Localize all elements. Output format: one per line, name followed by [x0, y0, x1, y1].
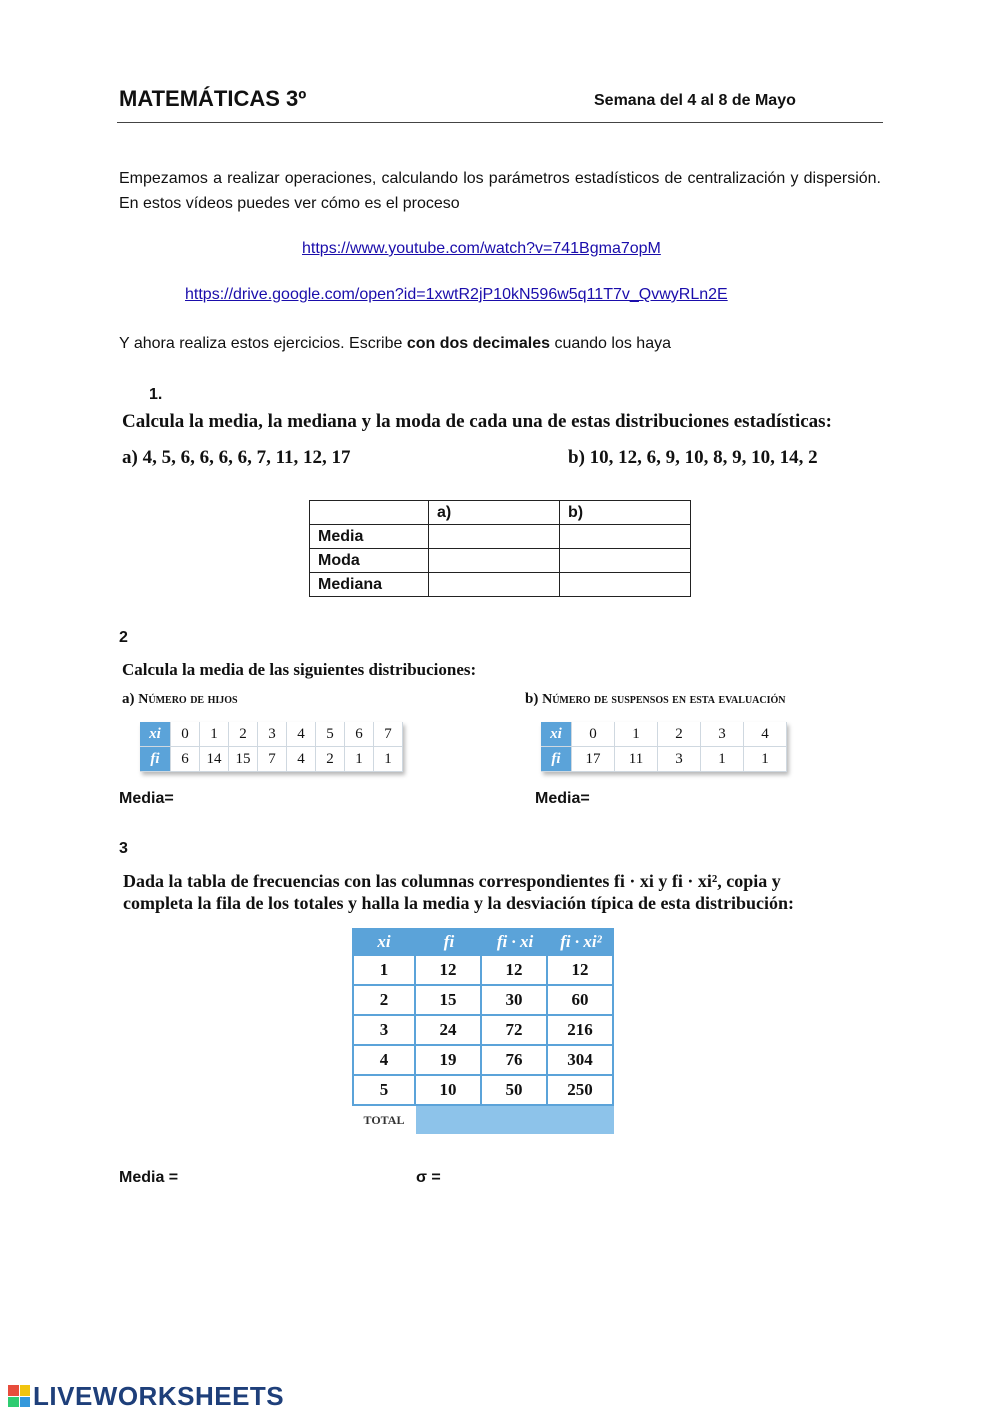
column-header-a: a) — [429, 501, 560, 525]
table-cell: 1 — [200, 722, 229, 747]
exercise-2b-label: Número de suspensos en esta evaluación — [542, 692, 786, 707]
media-b-input[interactable] — [568, 527, 682, 547]
instructions-prefix: Y ahora realiza estos ejercicios. Escribe — [119, 335, 407, 352]
table-cell: 1 — [744, 747, 787, 772]
table-cell: 3 — [352, 1016, 416, 1046]
sigma-label: σ = — [416, 1169, 441, 1186]
media-3-label: Media = — [119, 1169, 179, 1186]
table-cell: 2 — [352, 986, 416, 1016]
table-row — [310, 525, 691, 549]
table-cell: 50 — [482, 1076, 548, 1106]
column-header: fi — [416, 928, 482, 956]
table-cell: 17 — [572, 747, 615, 772]
table-cell: 4 — [287, 747, 316, 772]
exercise-2b-prefix: b) — [525, 691, 543, 707]
table-cell: 0 — [572, 722, 615, 747]
youtube-link[interactable]: https://www.youtube.com/watch?v=741Bgma7opM — [302, 240, 661, 257]
table-cell: 4 — [744, 722, 787, 747]
table-cell: 76 — [482, 1046, 548, 1076]
table-cell: 1 — [352, 956, 416, 986]
column-header: fi · xi² — [548, 928, 614, 956]
table-cell — [310, 501, 429, 525]
answer-cell — [429, 573, 560, 597]
row-label-media: Media — [310, 525, 429, 549]
total-fixi-input[interactable] — [482, 1110, 548, 1130]
instructions — [119, 335, 671, 353]
table-row — [352, 956, 614, 986]
exercise-2a-title — [122, 691, 238, 708]
table-row — [352, 1016, 614, 1046]
table-cell: 11 — [615, 747, 658, 772]
table-cell: 2 — [229, 722, 258, 747]
table-cell: 2 — [316, 747, 345, 772]
answer-cell — [560, 525, 691, 549]
liveworksheets-logo — [8, 1381, 284, 1411]
total-cell — [416, 1106, 482, 1134]
total-label: TOTAL — [363, 1112, 405, 1127]
table-cell: 60 — [548, 986, 614, 1016]
row-label-moda: Moda — [310, 549, 429, 573]
drive-link[interactable]: https://drive.google.com/open?id=1xwtR2jP10kN596w5q11T7v_QvwyRLn2E — [185, 286, 728, 303]
table-cell: 30 — [482, 986, 548, 1016]
table-row-total — [352, 1106, 614, 1134]
mediana-a-input[interactable] — [437, 575, 551, 595]
table-row — [541, 747, 787, 772]
total-cell — [482, 1106, 548, 1134]
table-cell: 24 — [416, 1016, 482, 1046]
table-row — [140, 722, 403, 747]
header-divider — [117, 122, 883, 123]
table-row — [352, 1076, 614, 1106]
frequency-table-b — [541, 722, 787, 772]
exercise-1-number: 1. — [149, 386, 163, 403]
logo-square — [8, 1397, 19, 1408]
logo-square — [20, 1397, 31, 1408]
table-row — [352, 986, 614, 1016]
exercise-2a-label: Número de hijos — [138, 692, 238, 707]
moda-b-input[interactable] — [568, 551, 682, 571]
exercise-3-number: 3 — [119, 840, 128, 857]
table-cell: 250 — [548, 1076, 614, 1106]
table-row — [541, 722, 787, 747]
fi-header: fi — [140, 747, 171, 772]
exercise-1-series-a: a) 4, 5, 6, 6, 6, 6, 7, 11, 12, 17 — [122, 447, 351, 468]
logo-square — [8, 1385, 19, 1396]
table-row — [310, 501, 691, 525]
table-cell: 4 — [352, 1046, 416, 1076]
table-cell: 12 — [416, 956, 482, 986]
page-title: MATEMÁTICAS 3º — [119, 86, 307, 111]
instructions-suffix: cuando los haya — [550, 335, 671, 352]
answer-cell — [429, 549, 560, 573]
logo-square — [20, 1385, 31, 1396]
table-cell: 216 — [548, 1016, 614, 1046]
table-cell: 19 — [416, 1046, 482, 1076]
table-cell: 14 — [200, 747, 229, 772]
exercise-3-question: Dada la tabla de frecuencias con las columnas correspondientes fi · xi y fi · xi², copia y completa la fila de los totales y halla la media y la desviación típica de esta distribución: — [123, 871, 794, 913]
total-cell — [548, 1106, 614, 1134]
fi-header: fi — [541, 747, 572, 772]
table-cell: 0 — [171, 722, 200, 747]
table-cell: 7 — [374, 722, 403, 747]
exercise-1-series-b: b) 10, 12, 6, 9, 10, 8, 9, 10, 14, 2 — [568, 447, 818, 468]
table-row — [352, 1046, 614, 1076]
media-2b-input[interactable] — [601, 790, 801, 810]
frequency-table-a — [140, 722, 403, 772]
table-row — [140, 747, 403, 772]
answer-cell — [429, 525, 560, 549]
table-cell: 5 — [316, 722, 345, 747]
exercise-2-number: 2 — [119, 629, 128, 646]
logo-squares-icon — [8, 1385, 30, 1407]
exercise-2a-prefix: a) — [122, 691, 139, 707]
exercise-3-frequency-table — [352, 928, 614, 1134]
answer-cell — [560, 573, 691, 597]
table-cell: 12 — [548, 956, 614, 986]
column-header-b: b) — [560, 501, 691, 525]
table-cell: 12 — [482, 956, 548, 986]
media-a-label: Media= — [119, 790, 174, 807]
table-cell: 4 — [287, 722, 316, 747]
xi-header: xi — [541, 722, 572, 747]
xi-header: xi — [140, 722, 171, 747]
table-cell: 3 — [701, 722, 744, 747]
table-cell: 15 — [229, 747, 258, 772]
table-cell: 2 — [658, 722, 701, 747]
table-cell: 7 — [258, 747, 287, 772]
table-cell: 72 — [482, 1016, 548, 1046]
media-3-input[interactable] — [192, 1169, 382, 1189]
table-cell: 6 — [171, 747, 200, 772]
media-a-input[interactable] — [437, 527, 551, 547]
answer-cell — [560, 549, 691, 573]
exercise-1-answer-table — [309, 500, 691, 597]
total-fixi2-input[interactable] — [548, 1110, 614, 1130]
column-header: fi · xi — [482, 928, 548, 956]
total-fi-input[interactable] — [416, 1110, 482, 1130]
table-cell: 304 — [548, 1046, 614, 1076]
table-cell: 3 — [658, 747, 701, 772]
logo-text: LIVEWORKSHEETS — [33, 1380, 285, 1411]
table-cell: 1 — [374, 747, 403, 772]
exercise-2b-title — [525, 691, 786, 708]
table-cell: 1 — [345, 747, 374, 772]
exercise-1-question: Calcula la media, la mediana y la moda de cada una de estas distribuciones estadísticas: — [122, 411, 832, 432]
instructions-bold: con dos decimales — [406, 335, 551, 352]
table-cell: 15 — [416, 986, 482, 1016]
exercise-2-question: Calcula la media de las siguientes distribuciones: — [122, 660, 477, 679]
column-header: xi — [352, 928, 416, 956]
table-cell: 1 — [615, 722, 658, 747]
table-cell: 3 — [258, 722, 287, 747]
table-cell: 1 — [701, 747, 744, 772]
week-label: Semana del 4 al 8 de Mayo — [594, 92, 796, 109]
table-row — [352, 928, 614, 956]
row-label-mediana: Mediana — [310, 573, 429, 597]
moda-a-input[interactable] — [437, 551, 551, 571]
table-cell: 6 — [345, 722, 374, 747]
table-cell: 10 — [416, 1076, 482, 1106]
sigma-input[interactable] — [450, 1169, 650, 1189]
media-b-label: Media= — [535, 790, 590, 807]
table-row — [310, 549, 691, 573]
intro-text: Empezamos a realizar operaciones, calculando los parámetros estadísticos de centralización y dispersión. En estos vídeos puedes ver cómo es el proceso — [119, 170, 881, 212]
table-cell: 5 — [352, 1076, 416, 1106]
media-2a-input[interactable] — [185, 790, 385, 810]
mediana-b-input[interactable] — [568, 575, 682, 595]
table-row — [310, 573, 691, 597]
